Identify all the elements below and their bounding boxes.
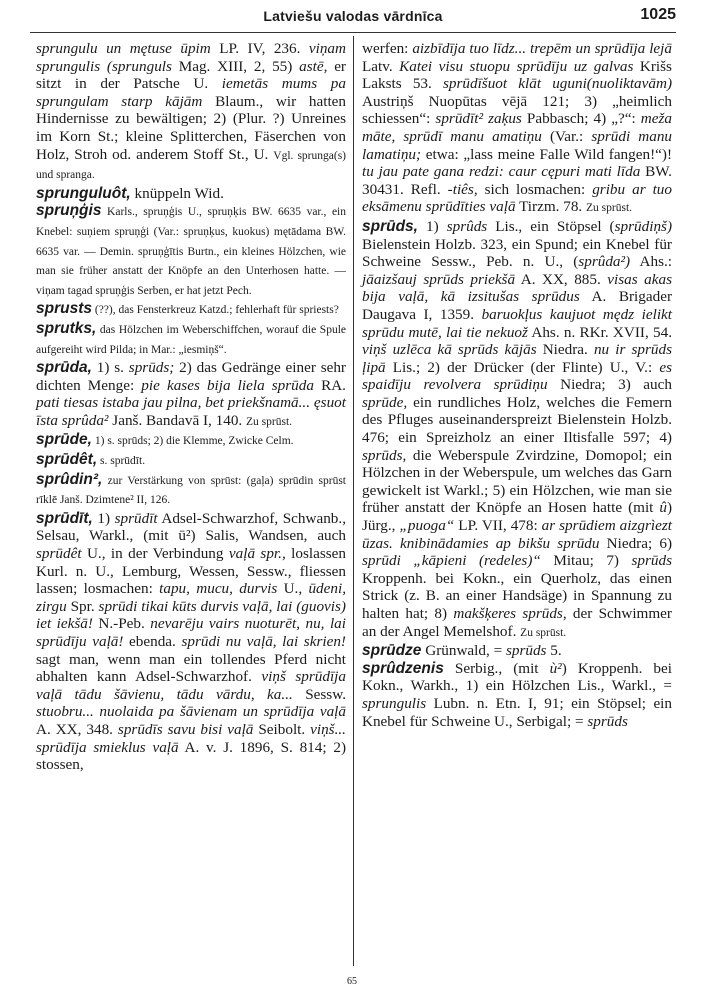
entry-text: 1) [92, 509, 115, 527]
column-divider [353, 36, 354, 966]
dictionary-entry [362, 40, 672, 218]
entry-text: Serbig., (mit [443, 659, 550, 677]
headword: sprūdīt, [36, 509, 93, 527]
dictionary-entry [36, 471, 346, 510]
entry-text: Katei visu stuopu sprūdīju uz galvas [399, 57, 634, 75]
entry-text: A. XX, 348. [36, 720, 118, 738]
entry-text: 2) das Gedränge einer sehr dichten Menge: [36, 359, 346, 394]
page-number: 1025 [640, 6, 676, 23]
dictionary-entry [36, 202, 346, 300]
entry-text: sprūds; [128, 359, 175, 377]
entry-text: Niedra; 6) [599, 534, 672, 552]
entry-text: Lis.; 2) der Drücker (der Flinte) U., V.: [385, 358, 660, 376]
headword: sprutks, [36, 319, 97, 337]
entry-text: Niedra; 3) auch [547, 376, 672, 394]
entry-text: sich losmachen: [477, 180, 593, 198]
dictionary-entry [36, 431, 346, 451]
entry-text: Kroppenh. bei Kokn., ein Querholz, das einen Strick (z. B. an einer Handsäge) in Spannung zu halten hat; 8) [362, 569, 672, 622]
header-rule [30, 32, 676, 33]
entry-text: sprūde, [362, 393, 408, 411]
left-column [36, 40, 346, 774]
entry-text: Lis., ein Stöpsel ( [487, 217, 615, 235]
entry-text: 5. [546, 642, 562, 660]
entry-text: makšķeres sprūds, [453, 605, 567, 622]
dictionary-entry [36, 300, 346, 320]
entry-text: Pabbasch; 4) „?“: [521, 110, 641, 128]
headword: spruņģis [36, 202, 102, 220]
entry-text: U., [277, 580, 309, 598]
entry-text: iemetās mums pa sprungulam starp kājām [36, 75, 346, 110]
entry-text: die Weberspule Zvirdzine, Domopol; ein Hölzchen in der Weberspule, um welches das Garn gewickelt ist Warkl.; 5) ein Hölzchen, wie man sie früher anstatt der Knöpfe an Hosen hatte (mit [362, 446, 672, 517]
dictionary-entry [36, 359, 346, 431]
entry-text: loslassen Kurl. n. U., Lemburg, Wessen, Sessw., fliessen lassen; losmachen: [36, 545, 346, 598]
headword: sprunguluôt, [36, 184, 131, 202]
headword: sprūda, [36, 359, 92, 377]
entry-text: pie kases bija liela sprūda [141, 376, 314, 394]
headword: sprusts [36, 300, 92, 318]
entry-text: der Schwimmer an der Angel Memelshof. [362, 605, 672, 640]
entry-text: viņš sprūdīja vaļā tādu šāvienu, tādu vārdu, ka... [36, 668, 346, 703]
entry-text: astē, [299, 57, 328, 75]
entry-text: nevarēju vairs nuoturēt, nu, lai sprūdīju vaļā! [36, 615, 346, 650]
entry-text: knüppeln Wid. [130, 184, 224, 202]
entry-text: viņš uzlēca kā sprūds kājās [362, 341, 537, 359]
entry-text: Mitau; 7) [540, 552, 632, 570]
entry-text: ) Kroppenh. bei Kokn., Warkh., 1) ein Hölzchen Lis., Warkl., = [362, 659, 672, 695]
headword: sprūdze [362, 642, 422, 660]
dictionary-entry [36, 451, 346, 471]
entry-text: meža māte, sprūdī manu amatiņu [362, 110, 673, 145]
entry-text: sprungulis [362, 694, 427, 712]
headword: sprūde, [36, 431, 92, 449]
entry-text: visas akas bija vaļā, kā izsitušas sprūdus [362, 270, 673, 306]
entry-text: Spr. [66, 597, 99, 615]
entry-text: nu ir sprūds ļipā [362, 341, 672, 376]
entry-text: Krišs Laksts 53. [362, 57, 672, 93]
headword: sprûdin², [36, 470, 103, 488]
entry-text: sprūdi tikai kūts durvis vaļā, lai (guovis) iet iekšā! [36, 597, 346, 633]
entry-text: sprūdīt² zaķus [435, 110, 522, 128]
entry-text: tu jau pate gana redzi: caur cępuri mati līda [362, 163, 641, 181]
entry-text: jāaizšauj sprūds priekšā [362, 270, 516, 288]
right-column [362, 40, 672, 730]
entry-text: viņš... sprūdīja smieklus vaļā [36, 720, 346, 756]
entry-text: Ahs. n. RKr. XVII, 54. [527, 323, 672, 341]
entry-text: sprūdi „kāpieni (redeles)“ [362, 552, 541, 570]
entry-text: Zu sprūst. [520, 626, 567, 639]
headword: sprūds, [362, 217, 418, 235]
entry-text: sprūds [505, 642, 547, 660]
entry-text: N.-Peb. [92, 615, 151, 633]
headword: sprūdêt, [36, 451, 98, 469]
entry-text: ù² [549, 659, 562, 677]
dictionary-entry [36, 510, 346, 774]
entry-text: sprūds [587, 712, 628, 730]
printer-signature: 65 [347, 976, 357, 987]
entry-text: aizbīdīja tuo līdz... trepēm un sprūdīja lejā [412, 40, 672, 57]
entry-text: A. v. J. 1896, S. 814; 2) stossen, [36, 738, 347, 774]
entry-text: sprūdīšuot klāt uguni(nuoliktavām) [442, 75, 672, 93]
dictionary-entry [362, 642, 672, 660]
dictionary-entry [36, 185, 346, 203]
entry-text: -tiês, [447, 180, 478, 198]
entry-text: sprūdiņš) [614, 217, 673, 235]
entry-text: û [659, 499, 667, 517]
entry-text: Zu sprūst. [586, 202, 633, 215]
running-title: Latviešu valodas vārdnīca [263, 8, 443, 24]
dictionary-entry [36, 320, 346, 359]
entry-text: das Hölzchen im Weberschiffchen, worauf die Spule aufgereiht wird Pilda; in Mar.: „iesmiņš“. [36, 323, 346, 356]
entry-text: Sessw. [292, 685, 346, 703]
entry-text: Niedra. [536, 341, 594, 359]
entry-text: sprûda²) [578, 253, 631, 271]
entry-text: Latv. [362, 57, 400, 75]
entry-text: Vgl. sprunga(s) und spranga. [36, 149, 346, 182]
entry-text: er sitzt in der Patsche U. [36, 57, 346, 93]
entry-text: Mag. XIII, 2, 55) [171, 57, 300, 75]
entry-text: sprūdīs savu bisi vaļā [117, 720, 254, 738]
dictionary-entry [362, 218, 672, 642]
entry-text: LP. VII, 478: [454, 517, 542, 535]
entry-text: „puoga“ [399, 517, 455, 535]
dictionary-entry [36, 40, 346, 185]
entry-text: es spaidīju revolvera sprūdiņu [362, 358, 672, 394]
entry-text: Lubn. n. Etn. I, 91; ein Stöpsel; ein Knebel für Schweine U., Serbigal; = [362, 694, 672, 730]
entry-text: Zu sprūst. [246, 415, 293, 428]
entry-text: tapu, mucu, durvis [159, 580, 278, 598]
entry-text: ein rundliches Holz, welches die Femern des Pfluges auseinanderspreizt Bielenstein Holzb. 476; ein Spreizholz an einer Iltisfalle 597; 4) [362, 393, 672, 447]
entry-text: LP. IV, 236. [210, 40, 309, 57]
entry-text: RA. [313, 376, 346, 394]
dictionary-entry [362, 660, 672, 730]
entry-text: ebenda. [123, 633, 182, 650]
entry-text: U., in der Verbindung [81, 545, 229, 563]
entry-text: vaļā spr., [228, 545, 286, 563]
entry-text: etwa: „lass meine Falle Wild fangen!“)! [421, 145, 672, 163]
entry-text: sprungulu un mętuse ūpim [36, 40, 211, 57]
entry-text: gribu ar tuo eksāmenu sprūdīties vaļā [362, 180, 672, 216]
entry-text: BW. 30431. Refl. [362, 163, 672, 198]
entry-text: (Var.: [541, 127, 592, 145]
entry-text: sprūds, [362, 446, 407, 464]
entry-text: Austriņš Nuopūtas vējā 121; 3) „heimlich schiessen“: [362, 92, 672, 128]
entry-text: sprūdi manu lamatiņu; [362, 127, 673, 163]
entry-text: Grünwald, = [421, 642, 506, 660]
entry-text: sprūdi nu vaļā, lai skrien! [181, 633, 346, 650]
entry-text: A. XX, 885. [515, 270, 608, 288]
entry-text: stuobru... nuolaida pa šāvienam un sprūdīja vaļā [36, 703, 346, 721]
headword: sprûdzenis [362, 659, 444, 677]
entry-text: sagt man, wenn man ein tollendes Pferd nicht abhalten kann Adsel-Schwarzhof. [36, 650, 346, 686]
entry-text: ar sprūdiem aizgrìezt ūzas. knibinādamies ap bikšu sprūdu [362, 517, 672, 552]
entry-text: sprûds [446, 217, 488, 235]
entry-text: 1) [417, 217, 447, 235]
entry-text: Seibolt. [253, 720, 311, 738]
entry-text: zur Verstärkung von sprūst: (gaļa) sprūdin sprūst rīklē Janš. Dzimtene² II, 126. [36, 474, 346, 507]
entry-text: Janš. Bandavā I, 140. [108, 411, 247, 429]
entry-text: baruokļus kaujuot mędz ielikt sprūdu mutē, lai tie nekuož [362, 305, 672, 341]
entry-text: sprūdīt [114, 509, 158, 527]
entry-text: ūdeni, zirgu [36, 580, 346, 615]
entry-text: A. Brigader Daugava I, 1359. [362, 288, 672, 323]
entry-text: ) Jürg., [362, 499, 672, 535]
entry-text: Ahs.: [630, 253, 672, 271]
entry-text: sprūds [631, 552, 672, 570]
entry-text: Karls., spruņģis U., spruņķis BW. 6635 var., ein Knebel: suņiem spruņģi (Var.: spruņķus, kuokus) mętādama BW. 6635 var. — Demin. spruņģītis Burtn., ein kleines Hölzchen, wie man sie früher anstatt der Knöpfe an den Unterhosen hatte. — viņam tagad spruņģis Serben, er hat jetzt Pech. [36, 206, 346, 297]
entry-text: (??), das Fensterkreuz Katzd.; fehlerhaft für spriests? [92, 304, 339, 317]
entry-text: viņam sprungulis (sprunguls [36, 40, 346, 75]
entry-text: Bielenstein Holzb. 323, ein Spund; ein Knebel für Schweine Sessw., Peb. n. U., ( [362, 235, 672, 271]
entry-text: Blaum., wir hatten Hindernisse zu bewältigen; 2) (Plur. ?) Unreines im Korn St.; kleine Splitterchen, Fäserchen von Holz, Stroh od. anderem Stoff St., U. [36, 92, 346, 163]
entry-text: Tirzm. 78. [515, 198, 587, 216]
entry-text: pati tiesas istaba jau pilna, bet priekšnamā... ęsuot īsta sprûda² [36, 394, 346, 429]
entry-text: werfen: [362, 40, 413, 57]
entry-text: Adsel-Schwarzhof, Schwanb., Selsau, Warkl., (mit ū²) Salis, Wandsen, auch [36, 509, 346, 545]
entry-text: 1) s. [91, 359, 129, 377]
entry-text: sprūdêt [36, 545, 82, 563]
page-header [30, 4, 676, 30]
entry-text: 1) s. sprūds; 2) die Klemme, Zwicke Celm. [91, 435, 294, 448]
entry-text: s. sprūdīt. [97, 455, 146, 468]
